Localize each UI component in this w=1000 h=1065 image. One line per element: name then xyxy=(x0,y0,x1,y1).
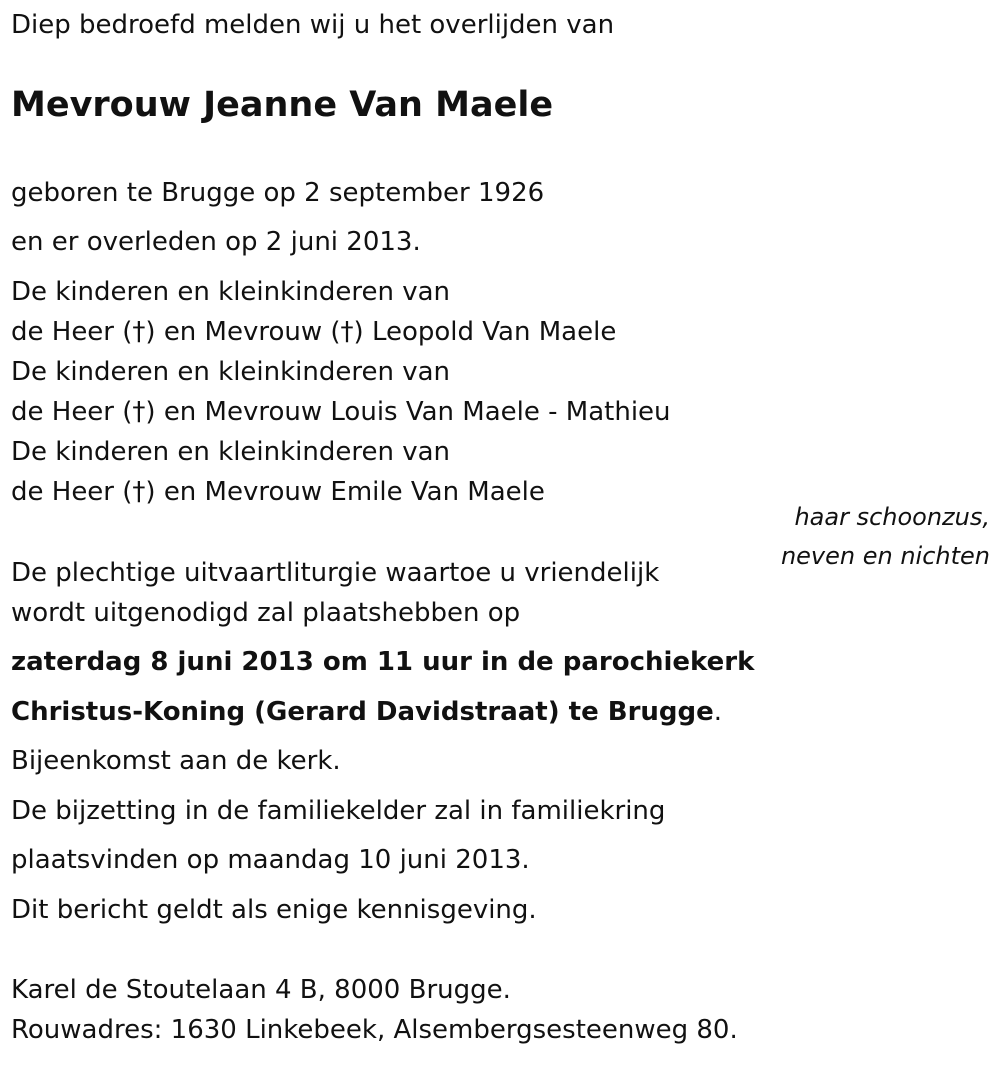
ceremony-date: zaterdag 8 juni 2013 om 11 uur in de parochiekerk xyxy=(11,647,755,677)
family-2-line-1: De kinderen en kleinkinderen van xyxy=(11,357,451,387)
family-3-line-2: de Heer (†) en Mevrouw Emile Van Maele xyxy=(11,477,545,507)
family-1-line-2: de Heer (†) en Mevrouw (†) Leopold Van Maele xyxy=(11,317,617,347)
ceremony-place-end: . xyxy=(713,697,723,727)
ceremony-invite-line-2: wordt uitgenodigd zal plaatshebben op xyxy=(11,598,521,628)
notice-text: Dit bericht geldt als enige kennisgeving. xyxy=(11,895,537,925)
burial-line-2: plaatsvinden op maandag 10 juni 2013. xyxy=(11,845,530,875)
family-3-line-1: De kinderen en kleinkinderen van xyxy=(11,437,451,467)
home-address: Karel de Stoutelaan 4 B, 8000 Brugge. xyxy=(11,975,511,1005)
ceremony-invite-line-1: De plechtige uitvaartliturgie waartoe u vriendelijk xyxy=(11,558,660,588)
side-note-line-1: haar schoonzus, xyxy=(794,503,990,531)
deceased-name: Mevrouw Jeanne Van Maele xyxy=(11,85,554,125)
family-1-line-1: De kinderen en kleinkinderen van xyxy=(11,277,451,307)
meeting-info: Bijeenkomst aan de kerk. xyxy=(11,746,341,776)
ceremony-place-bold: Christus-Koning (Gerard Davidstraat) te Brugge xyxy=(11,697,714,727)
side-note-line-2: neven en nichten xyxy=(780,542,990,570)
mourning-address: Rouwadres: 1630 Linkebeek, Alsembergsesteenweg 80. xyxy=(11,1015,738,1045)
family-2-line-2: de Heer (†) en Mevrouw Louis Van Maele - Mathieu xyxy=(11,397,671,427)
death-info: en er overleden op 2 juni 2013. xyxy=(11,227,421,257)
intro-text: Diep bedroefd melden wij u het overlijden van xyxy=(11,10,615,40)
burial-line-1: De bijzetting in de familiekelder zal in familiekring xyxy=(11,796,666,826)
birth-info: geboren te Brugge op 2 september 1926 xyxy=(11,178,545,208)
ceremony-place xyxy=(11,696,722,728)
